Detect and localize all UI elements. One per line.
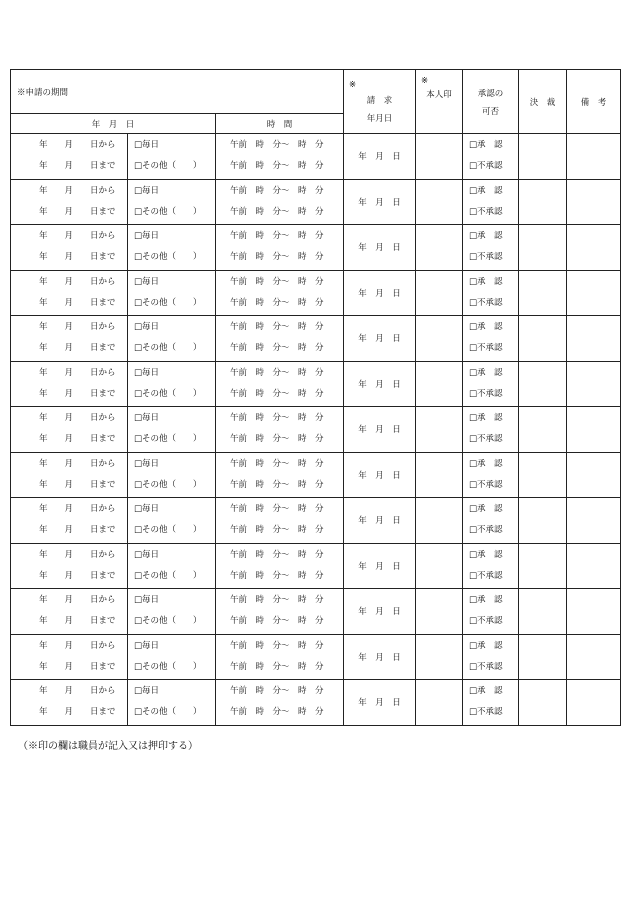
date-range-cell[interactable] bbox=[11, 316, 128, 362]
approve-checkbox[interactable]: □承 認 bbox=[469, 322, 503, 333]
disapprove-checkbox[interactable]: □不承認 bbox=[469, 707, 503, 718]
time-range-cell[interactable] bbox=[216, 361, 344, 407]
schedule-other-checkbox[interactable]: □その他（ ） bbox=[134, 206, 202, 217]
time-range-end: 午前 時 分〜 時 分 bbox=[230, 661, 324, 672]
disapprove-checkbox[interactable]: □不承認 bbox=[469, 525, 503, 536]
approve-checkbox[interactable]: □承 認 bbox=[469, 640, 503, 651]
time-range-end: 午前 時 分〜 時 分 bbox=[230, 161, 324, 172]
schedule-cell[interactable] bbox=[128, 634, 216, 680]
date-header-label: 年 月 日 bbox=[91, 119, 135, 130]
remarks-label: 備 考 bbox=[580, 97, 607, 108]
remarks-cell[interactable] bbox=[567, 270, 621, 316]
request-date-cell[interactable] bbox=[344, 680, 416, 726]
footer-note: （※印の欄は職員が記入又は押印する） bbox=[18, 741, 198, 752]
time-range-start: 午前 時 分〜 時 分 bbox=[230, 322, 324, 333]
time-range-cell[interactable] bbox=[216, 134, 344, 180]
request-date: 年 月 日 bbox=[358, 607, 401, 618]
approval-cell[interactable] bbox=[463, 452, 519, 498]
decision-cell[interactable] bbox=[519, 407, 567, 453]
disapprove-checkbox[interactable]: □不承認 bbox=[469, 206, 503, 217]
time-range-cell[interactable] bbox=[216, 407, 344, 453]
time-range-cell[interactable] bbox=[216, 452, 344, 498]
remarks-cell[interactable] bbox=[567, 680, 621, 726]
approval-cell[interactable] bbox=[463, 407, 519, 453]
remarks-cell[interactable] bbox=[567, 634, 621, 680]
date-from: 年 月 日から bbox=[39, 504, 116, 515]
request-date: 年 月 日 bbox=[358, 243, 401, 254]
request-row bbox=[11, 452, 621, 498]
request-date: 年 月 日 bbox=[358, 561, 401, 572]
schedule-other-checkbox[interactable]: □その他（ ） bbox=[134, 661, 202, 672]
seal-cell[interactable] bbox=[416, 680, 463, 726]
request-date-header bbox=[344, 70, 416, 134]
schedule-cell[interactable] bbox=[128, 452, 216, 498]
schedule-daily-checkbox[interactable]: □毎日 bbox=[134, 504, 160, 515]
request-date: 年 月 日 bbox=[358, 425, 401, 436]
time-range-end: 午前 時 分〜 時 分 bbox=[230, 434, 324, 445]
schedule-daily-checkbox[interactable]: □毎日 bbox=[134, 367, 160, 378]
approve-checkbox[interactable]: □承 認 bbox=[469, 504, 503, 515]
approval-cell[interactable] bbox=[463, 361, 519, 407]
disapprove-checkbox[interactable]: □不承認 bbox=[469, 570, 503, 581]
seal-cell[interactable] bbox=[416, 452, 463, 498]
decision-cell[interactable] bbox=[519, 498, 567, 544]
date-from: 年 月 日から bbox=[39, 140, 116, 151]
seal-cell[interactable] bbox=[416, 589, 463, 635]
schedule-other-checkbox[interactable]: □その他（ ） bbox=[134, 388, 202, 399]
schedule-daily-checkbox[interactable]: □毎日 bbox=[134, 322, 160, 333]
decision-header bbox=[519, 70, 567, 134]
schedule-daily-checkbox[interactable]: □毎日 bbox=[134, 458, 160, 469]
schedule-cell[interactable] bbox=[128, 316, 216, 362]
approval-cell[interactable] bbox=[463, 225, 519, 271]
request-date-cell[interactable] bbox=[344, 452, 416, 498]
date-header bbox=[11, 114, 216, 134]
request-row bbox=[11, 589, 621, 635]
schedule-other-checkbox[interactable]: □その他（ ） bbox=[134, 343, 202, 354]
date-from: 年 月 日から bbox=[39, 231, 116, 242]
remarks-header bbox=[567, 70, 621, 134]
request-date-cell[interactable] bbox=[344, 407, 416, 453]
time-range-start: 午前 時 分〜 時 分 bbox=[230, 367, 324, 378]
time-header-label: 時 間 bbox=[266, 119, 293, 130]
date-to: 年 月 日まで bbox=[39, 570, 116, 581]
time-range-end: 午前 時 分〜 時 分 bbox=[230, 616, 324, 627]
schedule-other-checkbox[interactable]: □その他（ ） bbox=[134, 161, 202, 172]
date-range-cell[interactable] bbox=[11, 589, 128, 635]
schedule-daily-checkbox[interactable]: □毎日 bbox=[134, 276, 160, 287]
disapprove-checkbox[interactable]: □不承認 bbox=[469, 616, 503, 627]
time-range-start: 午前 時 分〜 時 分 bbox=[230, 549, 324, 560]
date-to: 年 月 日まで bbox=[39, 343, 116, 354]
date-range-cell[interactable] bbox=[11, 179, 128, 225]
schedule-daily-checkbox[interactable]: □毎日 bbox=[134, 140, 160, 151]
seal-cell[interactable] bbox=[416, 134, 463, 180]
time-range-cell[interactable] bbox=[216, 498, 344, 544]
request-date: 年 月 日 bbox=[358, 698, 401, 709]
schedule-other-checkbox[interactable]: □その他（ ） bbox=[134, 434, 202, 445]
disapprove-checkbox[interactable]: □不承認 bbox=[469, 434, 503, 445]
request-row bbox=[11, 680, 621, 726]
schedule-daily-checkbox[interactable]: □毎日 bbox=[134, 595, 160, 606]
time-range-start: 午前 時 分〜 時 分 bbox=[230, 276, 324, 287]
schedule-cell[interactable] bbox=[128, 407, 216, 453]
approval-header bbox=[463, 70, 519, 134]
remarks-cell[interactable] bbox=[567, 179, 621, 225]
date-to: 年 月 日まで bbox=[39, 252, 116, 263]
time-range-start: 午前 時 分〜 時 分 bbox=[230, 458, 324, 469]
request-row bbox=[11, 543, 621, 589]
schedule-other-checkbox[interactable]: □その他（ ） bbox=[134, 252, 202, 263]
decision-label: 決 裁 bbox=[529, 97, 556, 108]
time-range-end: 午前 時 分〜 時 分 bbox=[230, 525, 324, 536]
date-from: 年 月 日から bbox=[39, 595, 116, 606]
time-range-cell[interactable] bbox=[216, 634, 344, 680]
approval-label: 承認の bbox=[477, 88, 504, 99]
approval-cell[interactable] bbox=[463, 134, 519, 180]
seal-cell[interactable] bbox=[416, 498, 463, 544]
period-title-cell bbox=[11, 70, 344, 114]
approval-cell[interactable] bbox=[463, 316, 519, 362]
request-form-table bbox=[10, 69, 621, 726]
remarks-cell[interactable] bbox=[567, 407, 621, 453]
schedule-other-checkbox[interactable]: □その他（ ） bbox=[134, 616, 202, 627]
approve-checkbox[interactable]: □承 認 bbox=[469, 367, 503, 378]
date-to: 年 月 日まで bbox=[39, 206, 116, 217]
schedule-cell[interactable] bbox=[128, 361, 216, 407]
date-to: 年 月 日まで bbox=[39, 661, 116, 672]
schedule-cell[interactable] bbox=[128, 589, 216, 635]
schedule-other-checkbox[interactable]: □その他（ ） bbox=[134, 297, 202, 308]
schedule-daily-checkbox[interactable]: □毎日 bbox=[134, 231, 160, 242]
date-to: 年 月 日まで bbox=[39, 297, 116, 308]
seal-cell[interactable] bbox=[416, 361, 463, 407]
schedule-daily-checkbox[interactable]: □毎日 bbox=[134, 413, 160, 424]
period-title: ※申請の期間 bbox=[17, 87, 69, 98]
date-to: 年 月 日まで bbox=[39, 525, 116, 536]
remarks-cell[interactable] bbox=[567, 589, 621, 635]
approve-checkbox[interactable]: □承 認 bbox=[469, 686, 503, 697]
request-date: 年 月 日 bbox=[358, 470, 401, 481]
time-range-cell[interactable] bbox=[216, 680, 344, 726]
time-range-end: 午前 時 分〜 時 分 bbox=[230, 570, 324, 581]
request-date-cell[interactable] bbox=[344, 543, 416, 589]
request-date: 年 月 日 bbox=[358, 516, 401, 527]
request-date: 年 月 日 bbox=[358, 197, 401, 208]
seal-cell[interactable] bbox=[416, 270, 463, 316]
time-range-start: 午前 時 分〜 時 分 bbox=[230, 231, 324, 242]
time-range-end: 午前 時 分〜 時 分 bbox=[230, 343, 324, 354]
time-range-end: 午前 時 分〜 時 分 bbox=[230, 252, 324, 263]
date-from: 年 月 日から bbox=[39, 549, 116, 560]
date-range-cell[interactable] bbox=[11, 134, 128, 180]
time-range-end: 午前 時 分〜 時 分 bbox=[230, 479, 324, 490]
schedule-cell[interactable] bbox=[128, 543, 216, 589]
date-range-cell[interactable] bbox=[11, 634, 128, 680]
date-from: 年 月 日から bbox=[39, 413, 116, 424]
time-range-end: 午前 時 分〜 時 分 bbox=[230, 206, 324, 217]
schedule-cell[interactable] bbox=[128, 680, 216, 726]
request-mark: ※ bbox=[349, 79, 357, 90]
time-range-end: 午前 時 分〜 時 分 bbox=[230, 297, 324, 308]
schedule-daily-checkbox[interactable]: □毎日 bbox=[134, 549, 160, 560]
date-to: 年 月 日まで bbox=[39, 707, 116, 718]
time-range-end: 午前 時 分〜 時 分 bbox=[230, 707, 324, 718]
request-date-cell[interactable] bbox=[344, 589, 416, 635]
request-date: 年 月 日 bbox=[358, 152, 401, 163]
approval-cell[interactable] bbox=[463, 498, 519, 544]
date-range-cell[interactable] bbox=[11, 270, 128, 316]
request-row bbox=[11, 225, 621, 271]
approve-checkbox[interactable]: □承 認 bbox=[469, 413, 503, 424]
seal-cell[interactable] bbox=[416, 634, 463, 680]
time-range-start: 午前 時 分〜 時 分 bbox=[230, 413, 324, 424]
approval-sub: 可否 bbox=[482, 106, 500, 117]
decision-cell[interactable] bbox=[519, 225, 567, 271]
schedule-cell[interactable] bbox=[128, 134, 216, 180]
schedule-daily-checkbox[interactable]: □毎日 bbox=[134, 185, 160, 196]
disapprove-checkbox[interactable]: □不承認 bbox=[469, 297, 503, 308]
date-to: 年 月 日まで bbox=[39, 388, 116, 399]
remarks-cell[interactable] bbox=[567, 543, 621, 589]
seal-cell[interactable] bbox=[416, 543, 463, 589]
request-date: 年 月 日 bbox=[358, 379, 401, 390]
date-from: 年 月 日から bbox=[39, 185, 116, 196]
date-to: 年 月 日まで bbox=[39, 434, 116, 445]
approval-cell[interactable] bbox=[463, 270, 519, 316]
request-row bbox=[11, 407, 621, 453]
remarks-cell[interactable] bbox=[567, 134, 621, 180]
time-range-cell[interactable] bbox=[216, 179, 344, 225]
approve-checkbox[interactable]: □承 認 bbox=[469, 231, 503, 242]
time-range-start: 午前 時 分〜 時 分 bbox=[230, 686, 324, 697]
approval-cell[interactable] bbox=[463, 634, 519, 680]
schedule-cell[interactable] bbox=[128, 498, 216, 544]
decision-cell[interactable] bbox=[519, 270, 567, 316]
decision-cell[interactable] bbox=[519, 452, 567, 498]
request-date: 年 月 日 bbox=[358, 288, 401, 299]
request-date-cell[interactable] bbox=[344, 179, 416, 225]
approve-checkbox[interactable]: □承 認 bbox=[469, 276, 503, 287]
disapprove-checkbox[interactable]: □不承認 bbox=[469, 661, 503, 672]
request-date: 年 月 日 bbox=[358, 334, 401, 345]
date-to: 年 月 日まで bbox=[39, 616, 116, 627]
decision-cell[interactable] bbox=[519, 634, 567, 680]
seal-label: 本人印 bbox=[426, 90, 452, 100]
approve-checkbox[interactable]: □承 認 bbox=[469, 549, 503, 560]
approval-cell[interactable] bbox=[463, 543, 519, 589]
approve-checkbox[interactable]: □承 認 bbox=[469, 185, 503, 196]
decision-cell[interactable] bbox=[519, 680, 567, 726]
date-range-cell[interactable] bbox=[11, 407, 128, 453]
date-range-cell[interactable] bbox=[11, 498, 128, 544]
time-range-end: 午前 時 分〜 時 分 bbox=[230, 388, 324, 399]
request-date-cell[interactable] bbox=[344, 270, 416, 316]
disapprove-checkbox[interactable]: □不承認 bbox=[469, 252, 503, 263]
time-range-start: 午前 時 分〜 時 分 bbox=[230, 595, 324, 606]
date-from: 年 月 日から bbox=[39, 686, 116, 697]
date-range-cell[interactable] bbox=[11, 225, 128, 271]
approval-cell[interactable] bbox=[463, 589, 519, 635]
seal-mark: ※ bbox=[421, 76, 429, 86]
request-row bbox=[11, 134, 621, 180]
time-range-cell[interactable] bbox=[216, 270, 344, 316]
approval-cell[interactable] bbox=[463, 680, 519, 726]
request-date-cell[interactable] bbox=[344, 498, 416, 544]
schedule-other-checkbox[interactable]: □その他（ ） bbox=[134, 525, 202, 536]
seal-cell[interactable] bbox=[416, 225, 463, 271]
request-date-cell[interactable] bbox=[344, 316, 416, 362]
disapprove-checkbox[interactable]: □不承認 bbox=[469, 388, 503, 399]
decision-cell[interactable] bbox=[519, 543, 567, 589]
remarks-cell[interactable] bbox=[567, 452, 621, 498]
time-range-start: 午前 時 分〜 時 分 bbox=[230, 640, 324, 651]
request-row bbox=[11, 270, 621, 316]
decision-cell[interactable] bbox=[519, 134, 567, 180]
request-date-cell[interactable] bbox=[344, 361, 416, 407]
date-range-cell[interactable] bbox=[11, 361, 128, 407]
remarks-cell[interactable] bbox=[567, 361, 621, 407]
date-from: 年 月 日から bbox=[39, 458, 116, 469]
schedule-daily-checkbox[interactable]: □毎日 bbox=[134, 686, 160, 697]
seal-cell[interactable] bbox=[416, 407, 463, 453]
date-from: 年 月 日から bbox=[39, 276, 116, 287]
time-range-start: 午前 時 分〜 時 分 bbox=[230, 140, 324, 151]
remarks-cell[interactable] bbox=[567, 498, 621, 544]
time-range-cell[interactable] bbox=[216, 543, 344, 589]
request-row bbox=[11, 498, 621, 544]
disapprove-checkbox[interactable]: □不承認 bbox=[469, 479, 503, 490]
seal-cell[interactable] bbox=[416, 179, 463, 225]
request-label: 請 求 bbox=[366, 95, 393, 106]
approval-cell[interactable] bbox=[463, 179, 519, 225]
schedule-other-checkbox[interactable]: □その他（ ） bbox=[134, 570, 202, 581]
request-date-cell[interactable] bbox=[344, 134, 416, 180]
date-from: 年 月 日から bbox=[39, 640, 116, 651]
time-header bbox=[216, 114, 344, 134]
approve-checkbox[interactable]: □承 認 bbox=[469, 458, 503, 469]
schedule-other-checkbox[interactable]: □その他（ ） bbox=[134, 479, 202, 490]
schedule-cell[interactable] bbox=[128, 225, 216, 271]
schedule-daily-checkbox[interactable]: □毎日 bbox=[134, 640, 160, 651]
request-row bbox=[11, 316, 621, 362]
time-range-start: 午前 時 分〜 時 分 bbox=[230, 185, 324, 196]
approve-checkbox[interactable]: □承 認 bbox=[469, 140, 503, 151]
request-row bbox=[11, 179, 621, 225]
seal-header bbox=[416, 70, 463, 134]
date-range-cell[interactable] bbox=[11, 452, 128, 498]
decision-cell[interactable] bbox=[519, 589, 567, 635]
time-range-cell[interactable] bbox=[216, 225, 344, 271]
date-from: 年 月 日から bbox=[39, 322, 116, 333]
date-from: 年 月 日から bbox=[39, 367, 116, 378]
date-to: 年 月 日まで bbox=[39, 479, 116, 490]
request-date-cell[interactable] bbox=[344, 225, 416, 271]
schedule-other-checkbox[interactable]: □その他（ ） bbox=[134, 707, 202, 718]
approve-checkbox[interactable]: □承 認 bbox=[469, 595, 503, 606]
request-sub: 年月日 bbox=[366, 113, 393, 124]
date-to: 年 月 日まで bbox=[39, 161, 116, 172]
decision-cell[interactable] bbox=[519, 179, 567, 225]
remarks-cell[interactable] bbox=[567, 225, 621, 271]
request-row bbox=[11, 634, 621, 680]
time-range-cell[interactable] bbox=[216, 589, 344, 635]
request-row bbox=[11, 361, 621, 407]
decision-cell[interactable] bbox=[519, 361, 567, 407]
time-range-start: 午前 時 分〜 時 分 bbox=[230, 504, 324, 515]
date-range-cell[interactable] bbox=[11, 680, 128, 726]
disapprove-checkbox[interactable]: □不承認 bbox=[469, 161, 503, 172]
schedule-cell[interactable] bbox=[128, 179, 216, 225]
remarks-cell[interactable] bbox=[567, 316, 621, 362]
time-range-cell[interactable] bbox=[216, 316, 344, 362]
date-range-cell[interactable] bbox=[11, 543, 128, 589]
seal-cell[interactable] bbox=[416, 316, 463, 362]
decision-cell[interactable] bbox=[519, 316, 567, 362]
disapprove-checkbox[interactable]: □不承認 bbox=[469, 343, 503, 354]
request-date-cell[interactable] bbox=[344, 634, 416, 680]
request-date: 年 月 日 bbox=[358, 652, 401, 663]
schedule-cell[interactable] bbox=[128, 270, 216, 316]
